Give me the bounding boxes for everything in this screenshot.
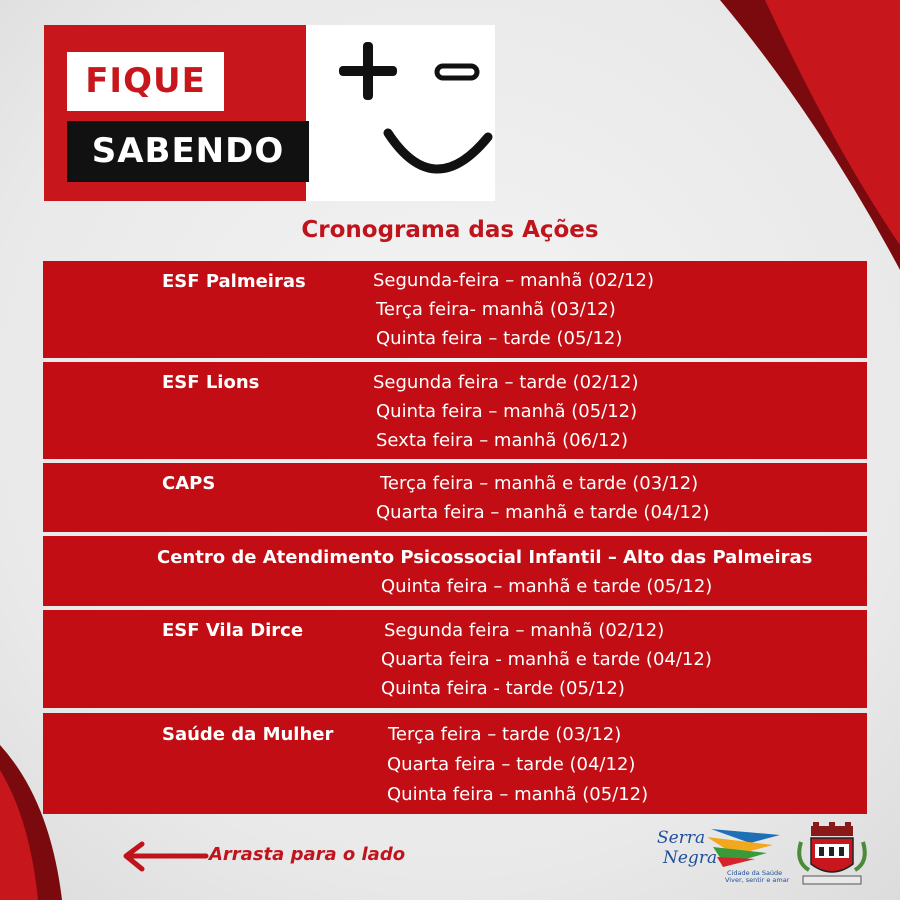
row-schedule-line: Segunda-feira – manhã (02/12) [373, 270, 655, 291]
row-place: ESF Lions [162, 372, 260, 393]
row-place: ESF Palmeiras [162, 271, 306, 292]
row-place: ESF Vila Dirce [162, 620, 304, 641]
schedule-row-esf-palmeiras [43, 261, 867, 358]
row-place: CAPS [162, 473, 216, 494]
banner-word-sabendo: SABENDO [67, 121, 309, 182]
row-schedule-line: Terça feira- manhã (03/12) [376, 299, 616, 320]
schedule-row-caps [43, 463, 867, 532]
page-title: Cronograma das Ações [301, 217, 599, 243]
row-place: Centro de Atendimento Psicossocial Infantil – Alto das Palmeiras [157, 547, 813, 568]
row-schedule-line: Terça feira – manhã e tarde (03/12) [380, 473, 699, 494]
city-crest-icon [795, 822, 869, 888]
logo-tagline-1: Cidade da Saúde [727, 869, 783, 877]
row-schedule-line: Quarta feira – tarde (04/12) [387, 754, 636, 775]
row-schedule-line: Quarta feira – manhã e tarde (04/12) [376, 502, 710, 523]
arrow-left-icon[interactable] [120, 840, 208, 874]
serra-negra-logo [655, 823, 790, 885]
row-schedule-line: Sexta feira – manhã (06/12) [376, 430, 628, 451]
row-schedule-line: Quinta feira – manhã (05/12) [376, 401, 638, 422]
fique-sabendo-banner [44, 25, 495, 201]
swipe-hint-text: Arrasta para o lado [209, 844, 406, 865]
banner-word-fique: FIQUE [67, 52, 224, 111]
serra-negra-hills-icon [655, 823, 790, 885]
logo-negra-text: Negra [663, 848, 718, 868]
row-schedule-line: Quinta feira – manhã e tarde (05/12) [381, 576, 713, 597]
plus-minus-smile-icon [306, 25, 495, 201]
row-schedule-line: Terça feira – tarde (03/12) [388, 724, 622, 745]
schedule-row-esf-vila-dirce [43, 610, 867, 708]
schedule-row-saude-mulher [43, 713, 867, 814]
row-schedule-line: Quinta feira - tarde (05/12) [381, 678, 625, 699]
schedule-row-esf-lions [43, 362, 867, 459]
row-schedule-line: Quinta feira – tarde (05/12) [376, 328, 623, 349]
logo-serra-text: Serra [657, 828, 706, 848]
schedule-row-capsi [43, 536, 867, 606]
row-schedule-line: Segunda feira – manhã (02/12) [384, 620, 665, 641]
row-schedule-line: Quinta feira – manhã (05/12) [387, 784, 649, 805]
row-schedule-line: Quarta feira - manhã e tarde (04/12) [381, 649, 712, 670]
logo-tagline-2: Viver, sentir e amar [725, 876, 790, 884]
row-schedule-line: Segunda feira – tarde (02/12) [373, 372, 639, 393]
row-place: Saúde da Mulher [162, 724, 334, 745]
